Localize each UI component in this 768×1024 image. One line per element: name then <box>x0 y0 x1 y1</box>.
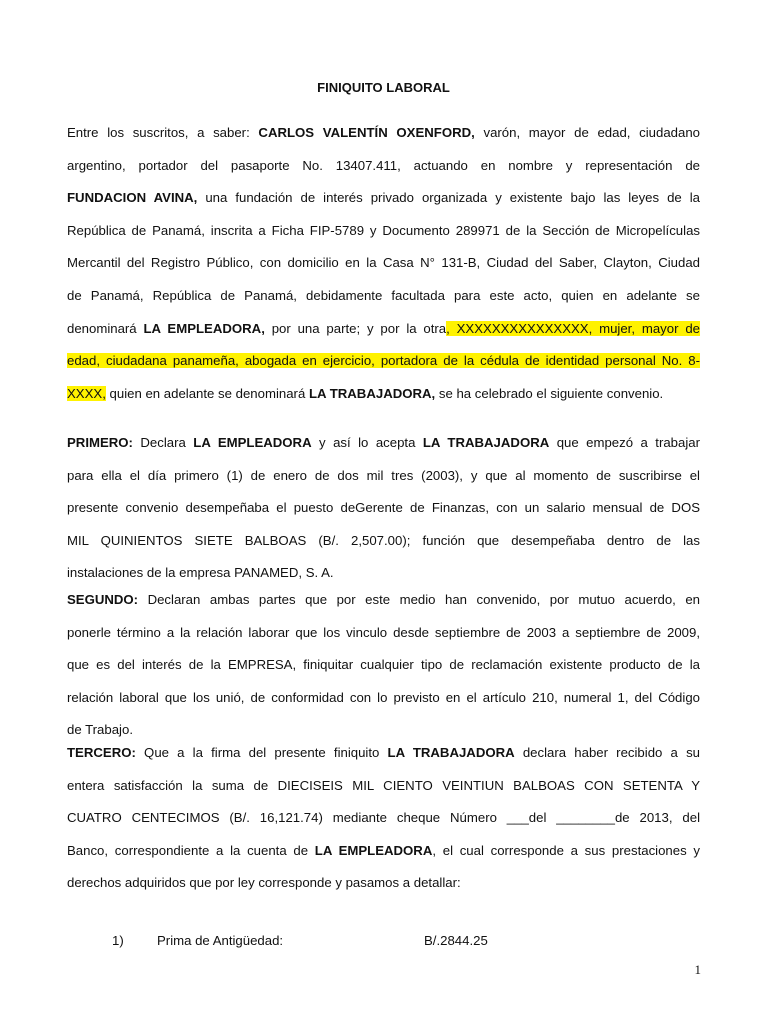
text-segment: que es del interés de la EMPRESA, finiquitar cualquier tipo de reclamación existente producto de la <box>67 657 700 673</box>
text-segment: Entre los suscritos, a saber: <box>67 125 259 140</box>
text-segment: República de Panamá, inscrita a Ficha FIP-5789 y Documento 289971 de la Sección de Micropelículas <box>67 222 700 238</box>
text-segment: declara haber recibido a su <box>514 745 700 760</box>
text-segment: edad, ciudadana panameña, abogada en ejercicio, portadora de la cédula de identidad personal No. 8- <box>67 353 700 369</box>
text-line <box>67 499 700 532</box>
text-line <box>67 874 700 907</box>
text-segment: que empezó a trabajar <box>549 435 700 450</box>
text-line <box>67 434 700 467</box>
document-title: FINIQUITO LABORAL <box>317 80 450 95</box>
text-segment: Declaran ambas partes que por este medio han convenido, por mutuo acuerdo, en <box>138 592 700 607</box>
text-segment: ponerle término a la relación laborar que los vinculo desde septiembre de 2003 a septiembre de 2009, <box>67 624 700 640</box>
text-segment: entera satisfacción la suma de DIECISEIS MIL CIENTO VEINTIUN BALBOAS CON SETENTA Y <box>67 777 700 793</box>
text-line <box>67 385 700 418</box>
text-line <box>67 352 700 385</box>
list-item-label: Prima de Antigüedad: <box>157 933 284 948</box>
paragraph-tercero <box>67 744 700 907</box>
text-segment: relación laboral que los unió, de conformidad con lo previsto en el artículo 210, numeral 1, del Código <box>67 689 700 705</box>
list-item-number: 1) <box>112 933 124 948</box>
text-segment: instalaciones de la empresa PANAMED, S. A. <box>67 565 334 581</box>
bold-term: SEGUNDO: <box>67 592 139 607</box>
bold-term: LA EMPLEADORA, <box>143 320 265 336</box>
text-line <box>67 222 700 255</box>
paragraph-intro <box>67 124 700 417</box>
text-line <box>67 287 700 320</box>
text-segment: , XXXXXXXXXXXXXXX <box>446 320 589 336</box>
text-line <box>67 254 700 287</box>
text-segment: de Trabajo. <box>67 722 133 738</box>
text-line <box>67 624 700 657</box>
text-segment: argentino, portador del pasaporte No. 13407.411, actuando en nombre y representación de <box>67 157 700 173</box>
text-line <box>67 777 700 810</box>
text-segment: CUATRO CENTECIMOS (B/. 16,121.74) mediante cheque Número ___del ________de 2013, del <box>67 810 700 826</box>
text-segment: MIL QUINIENTOS SIETE BALBOAS (B/. 2,507.00); función que desempeñaba dentro de las <box>67 532 700 548</box>
text-segment: para ella el día primero (1) de enero de dos mil tres (2003), y que al momento de suscribirse el <box>67 467 700 483</box>
text-segment: Banco, correspondiente a la cuenta de <box>67 842 315 858</box>
text-segment: una fundación de interés privado organizada y existente bajo las leyes de la <box>197 190 700 206</box>
text-segment: de Panamá, República de Panamá, debidamente facultada para este acto, quien en adelante se <box>67 287 700 303</box>
text-segment: varón, mayor de edad, ciudadano <box>474 125 700 140</box>
text-segment: se ha celebrado el siguiente convenio. <box>435 385 664 401</box>
bold-term: LA TRABAJADORA, <box>308 385 436 401</box>
text-segment: mujer, mayor de <box>592 320 700 336</box>
bold-term: LA TRABAJADORA <box>387 745 515 760</box>
paragraph-segundo <box>67 591 700 754</box>
text-line <box>67 689 700 722</box>
text-segment: denominará <box>67 320 144 336</box>
page-number: 1 <box>694 962 701 977</box>
text-line <box>67 320 700 353</box>
bold-term: CARLOS VALENTÍN OXENFORD, <box>258 125 475 140</box>
text-line <box>67 124 700 157</box>
text-segment: XXXX <box>67 385 103 401</box>
text-segment: quien en adelante se denominará <box>105 385 309 401</box>
text-segment: , <box>102 385 106 401</box>
text-segment: derechos adquiridos que por ley corresponde y pasamos a detallar: <box>67 875 461 891</box>
text-segment: Mercantil del Registro Público, con domicilio en la Casa N° 131-B, Ciudad del Saber, Clayton, Ciudad <box>67 255 700 271</box>
text-segment: y así lo acepta <box>311 435 423 450</box>
text-line <box>67 157 700 190</box>
text-segment: presente convenio desempeñaba el puesto deGerente de Finanzas, con un salario mensual de DOS <box>67 500 700 516</box>
text-line <box>67 532 700 565</box>
text-segment: por una parte; y por la otra <box>264 320 447 336</box>
paragraph-primero <box>67 434 700 597</box>
text-line <box>67 809 700 842</box>
text-segment: Que a la firma del presente finiquito <box>135 745 388 760</box>
bold-term: LA EMPLEADORA <box>193 435 312 450</box>
text-line <box>67 842 700 875</box>
text-line <box>67 744 700 777</box>
text-line <box>67 189 700 222</box>
text-line <box>67 591 700 624</box>
bold-term: TERCERO: <box>67 745 136 760</box>
bold-term: LA EMPLEADORA <box>314 842 433 858</box>
list-item-amount: B/.2844.25 <box>424 933 488 948</box>
text-line <box>67 467 700 500</box>
bold-term: LA TRABAJADORA <box>422 435 550 450</box>
text-segment: , <box>588 320 593 336</box>
text-segment: Declara <box>132 435 194 450</box>
text-segment: , el cual corresponde a sus prestaciones y <box>432 842 700 858</box>
bold-term: PRIMERO: <box>67 435 133 450</box>
text-line <box>67 656 700 689</box>
bold-term: FUNDACION AVINA, <box>67 190 198 206</box>
